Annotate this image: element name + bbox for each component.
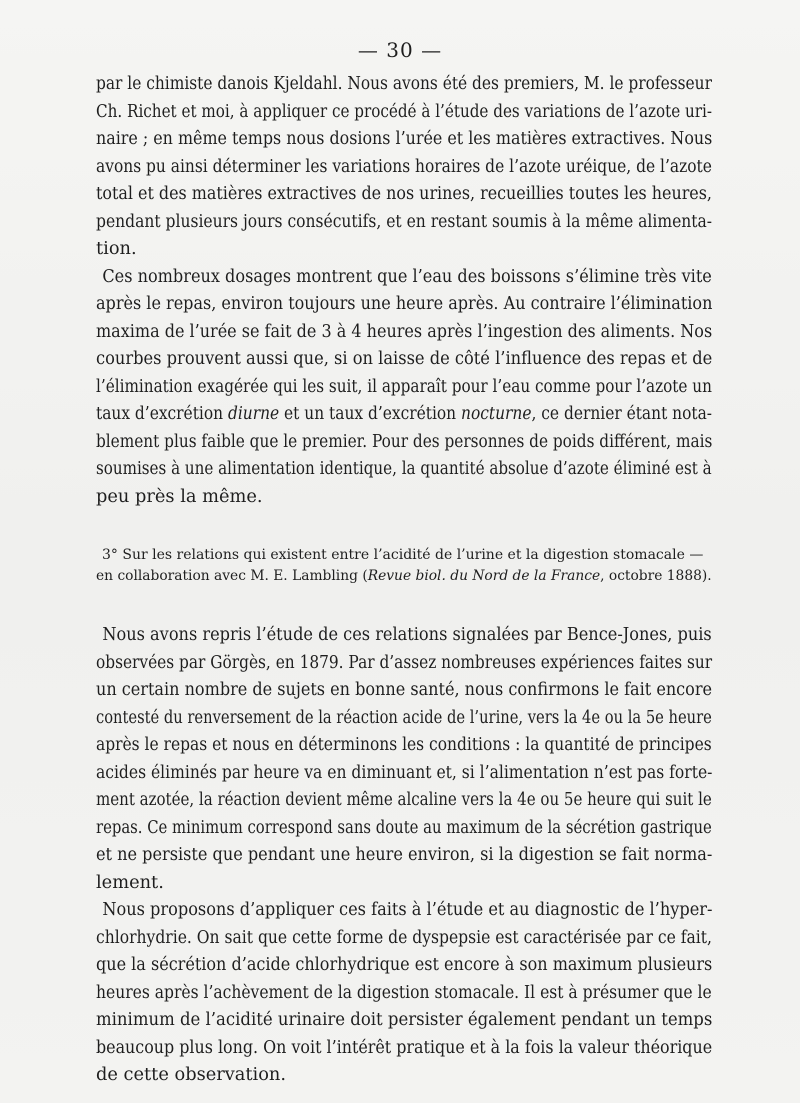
text-line: Ces nombreux dosages montrent que l’eau des boissons s’élimine très vite <box>102 265 712 287</box>
text-line: naire ; en même temps nous dosions l’urée et les matières extractives. Nous <box>96 128 713 149</box>
text-line: observées par Görgès, en 1879. Par d’assez nombreuses expériences faites sur <box>96 651 713 673</box>
text-line: pendant plusieurs jours consécutifs, et en restant soumis à la même alimenta- <box>96 210 713 232</box>
caption-segment: en collaboration avec M. E. Lambling ( <box>96 568 368 584</box>
text-line: repas. Ce minimum correspond sans doute au maximum de la sécrétion gastrique <box>96 816 712 838</box>
text-line: un certain nombre de sujets en bonne santé, nous confirmons le fait encore <box>96 679 713 700</box>
caption-segment: , octobre 1888). <box>600 568 712 584</box>
text-line: heures après l’achèvement de la digestion stomacale. Il est à présumer que le <box>96 981 712 1003</box>
text-line: peu près la même. <box>96 485 263 507</box>
text-line: acides éliminés par heure va en diminuant et, si l’alimentation n’est pas forte- <box>96 761 713 783</box>
caption-line: 3° Sur les relations qui existent entre l’acidité de l’urine et la digestion stomacale — <box>102 547 704 563</box>
text-line: ment azotée, la réaction devient même alcaline vers la 4e ou 5e heure qui suit le <box>96 789 712 810</box>
text-line: chlorhydrie. On sait que cette forme de dyspepsie est caractérisée par ce fait, <box>96 926 712 948</box>
paragraph-3 <box>96 621 712 896</box>
text-line: minimum de l’acidité urinaire doit persister également pendant un temps <box>96 1009 713 1030</box>
text-line: Nous proposons d’appliquer ces faits à l’étude et au diagnostic de l’hyper- <box>102 899 713 920</box>
text-line: contesté du renversement de la réaction acide de l’urine, vers la 4e ou la 5e heure <box>96 706 712 728</box>
text-line: blement plus faible que le premier. Pour des personnes de poids différent, mais <box>96 430 713 452</box>
text-line: et ne persiste que pendant une heure environ, si la digestion se fait norma- <box>96 844 713 865</box>
text-segment: , ce dernier étant nota- <box>531 403 713 424</box>
journal-title: Revue biol. du Nord de la France <box>367 568 601 584</box>
paragraph-1 <box>96 70 712 263</box>
page-number: — 30 — <box>357 38 443 62</box>
section-caption <box>96 545 712 587</box>
italic-term: diurne <box>227 403 280 424</box>
text-line: tion. <box>96 238 137 259</box>
text-line: l’élimination exagérée qui les suit, il apparaît pour l’eau comme pour l’azote un <box>96 375 712 397</box>
text-line: Nous avons repris l’étude de ces relations signalées par Bence-Jones, puis <box>102 624 712 645</box>
text-line: que la sécrétion d’acide chlorhydrique est encore à son maximum plusieurs <box>96 954 713 975</box>
text-line: lement. <box>96 871 164 893</box>
text-line-mixed <box>96 400 713 428</box>
text-line: Ch. Richet et moi, à appliquer ce procédé à l’étude des variations de l’azote uri- <box>96 100 713 122</box>
text-segment: et un taux d’excrétion <box>279 403 462 424</box>
text-line: après le repas, environ toujours une heure après. Au contraire l’élimination <box>96 293 713 314</box>
text-line: soumises à une alimentation identique, la quantité absolue d’azote éliminé est à <box>96 458 712 479</box>
text-line: maxima de l’urée se fait de 3 à 4 heures après l’ingestion des aliments. Nos <box>96 320 713 342</box>
text-line: avons pu ainsi déterminer les variations horaires de l’azote uréique, de l’azote <box>96 155 712 177</box>
text-line: total et des matières extractives de nos urines, recueillies toutes les heures, <box>96 183 712 204</box>
caption-line <box>96 566 712 587</box>
text-line: de cette observation. <box>96 1064 287 1085</box>
text-line: beaucoup plus long. On voit l’intérêt pratique et à la fois la valeur théorique <box>96 1036 713 1058</box>
text-line: par le chimiste danois Kjeldahl. Nous avons été des premiers, M. le professeur <box>96 73 712 94</box>
text-line: après le repas et nous en déterminons les conditions : la quantité de principes <box>96 734 712 755</box>
text-segment: taux d’excrétion <box>96 403 228 424</box>
text-line: courbes prouvent aussi que, si on laisse de côté l’influence des repas et de <box>96 348 713 369</box>
italic-term: nocturne <box>461 403 532 424</box>
page-body <box>96 70 712 1089</box>
paragraph-2 <box>96 263 712 511</box>
paragraph-4 <box>96 896 712 1089</box>
